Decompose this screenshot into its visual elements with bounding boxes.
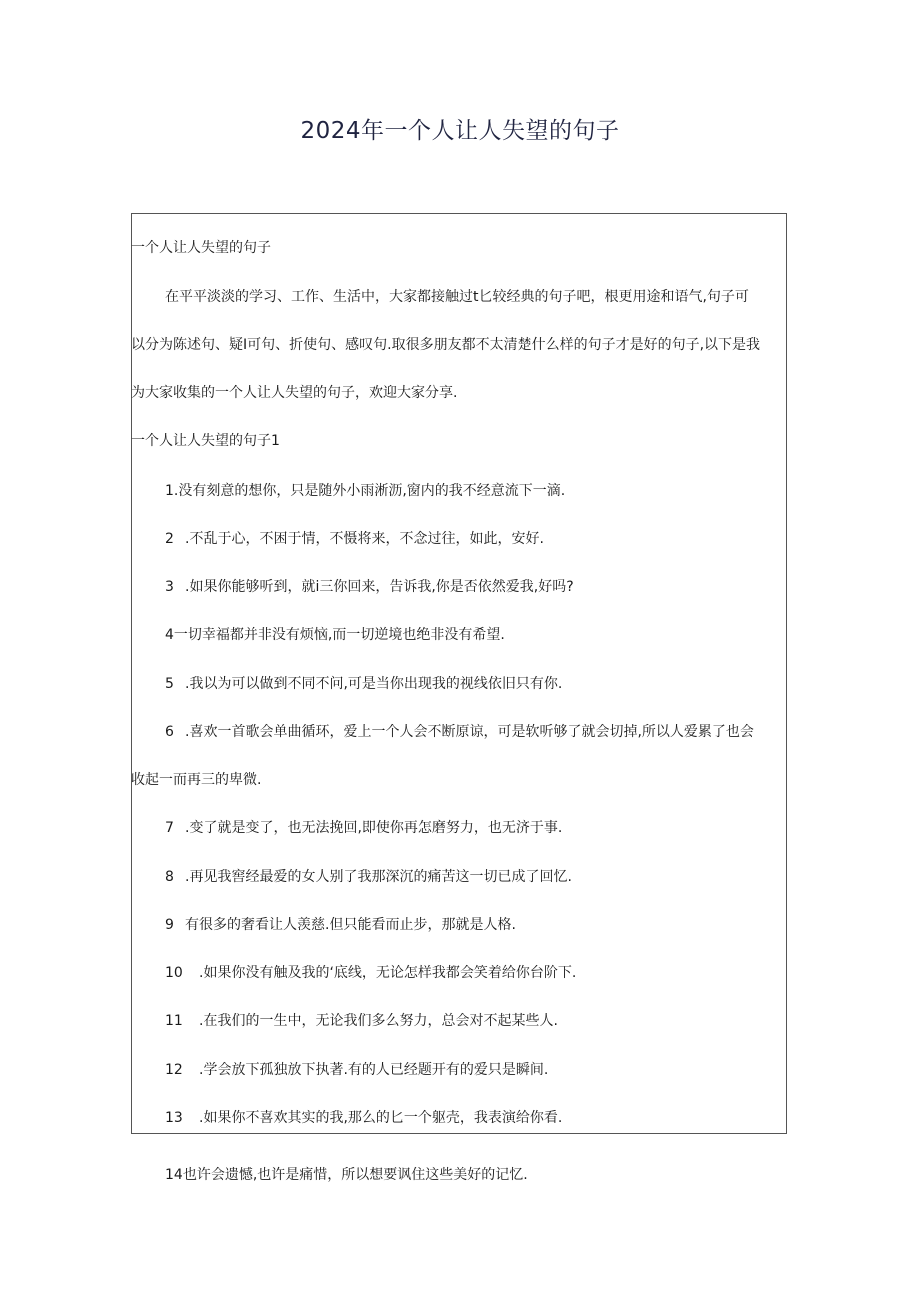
list-item-text: .如果你能够听到，就i三你回来，告诉我,你是否依然爱我,好吗? <box>185 579 574 595</box>
list-item-text: .再见我窖经最爱的女人别了我那深沉的痛苦这一切已成了回忆. <box>185 869 572 885</box>
intro-line-3: 为大家收集的一个人让人失望的句子，欢迎大家分享. <box>131 385 458 401</box>
list-item <box>165 674 562 694</box>
list-item-text: .如果你没有触及我的‘底线，无论怎样我都会笑着给你台阶下. <box>199 965 577 981</box>
list-item-number: 13 <box>165 1110 183 1126</box>
list-item-text: .不乱于心，不困于情，不慑将来，不念过往，如此，安好. <box>185 531 544 547</box>
list-item-number: 3 <box>165 579 174 595</box>
trailing-item: 14也许会遗憾,也许是痛惜，所以想要讽住这些美好的记忆. <box>165 1167 528 1183</box>
list-item-number: 12 <box>165 1062 183 1078</box>
list-item-text: 4一切幸福都并非没有烦恼,而一切逆境也绝非没有希望. <box>165 627 505 643</box>
section-title: 一个人让人失望的句子 <box>131 240 271 256</box>
list-item <box>165 625 505 645</box>
list-item-number: 6 <box>165 724 174 740</box>
list-item-text: .在我们的一生中，无论我们多么努力，总会对不起某些人. <box>199 1013 558 1029</box>
list-item-text: 1.没有刻意的想你，只是随外小雨淅沥,窗内的我不经意流下一滴. <box>165 483 566 499</box>
list-item-continuation <box>131 770 261 790</box>
list-item-text: .喜欢一首歌会单曲循环，爱上一个人会不断原谅，可是软听够了就会切掉,所以人爱累了也会 <box>185 724 754 740</box>
list-item-number: 9 <box>165 917 174 933</box>
list-item-number: 11 <box>165 1013 183 1029</box>
list-item <box>165 722 754 742</box>
list-item-number: 10 <box>165 965 183 981</box>
subsection-heading: 一个人让人失望的句子1 <box>131 433 280 449</box>
list-item-number: 7 <box>165 820 174 836</box>
list-item-text: .如果你不喜欢其实的我,那么的匕一个躯壳，我表演给你看. <box>199 1110 563 1126</box>
intro-line-1: 在平平淡淡的学习、工作、生活中，大家都接触过t匕较经典的句子吧，根更用途和语气,句子可 <box>165 289 749 305</box>
list-item-text: 收起一而再三的卑微. <box>131 772 262 788</box>
list-item-number: 2 <box>165 531 174 547</box>
intro-line-2: 以分为陈述句、疑I可句、折使句、感叹句.取很多朋友都不太清楚什么样的句子才是好的句子,以下是我 <box>131 337 761 353</box>
list-item <box>165 1011 558 1031</box>
list-item <box>165 1060 548 1080</box>
list-item <box>165 915 516 935</box>
list-item-text: .我以为可以做到不同不问,可是当你出现我的视线依旧只有你. <box>185 676 563 692</box>
list-item <box>165 577 574 597</box>
list-item-text: 有很多的奢看让人羡慈.但只能看而止步，那就是人格. <box>185 917 516 933</box>
list-item-number: 8 <box>165 869 174 885</box>
list-item-text: .学会放下孤独放下执著.有的人已经题开有的爱只是瞬间. <box>199 1062 549 1078</box>
list-item <box>165 529 544 549</box>
list-item <box>165 1108 562 1128</box>
list-item <box>165 867 572 887</box>
list-item-text: .变了就是变了，也无法挽回,即使你再怎磨努力，也无济于事. <box>185 820 563 836</box>
list-item <box>165 818 562 838</box>
document-title: 2024年一个人让人失望的句子 <box>300 118 620 144</box>
list-item-number: 5 <box>165 676 174 692</box>
list-item <box>165 481 565 501</box>
list-item <box>165 963 576 983</box>
